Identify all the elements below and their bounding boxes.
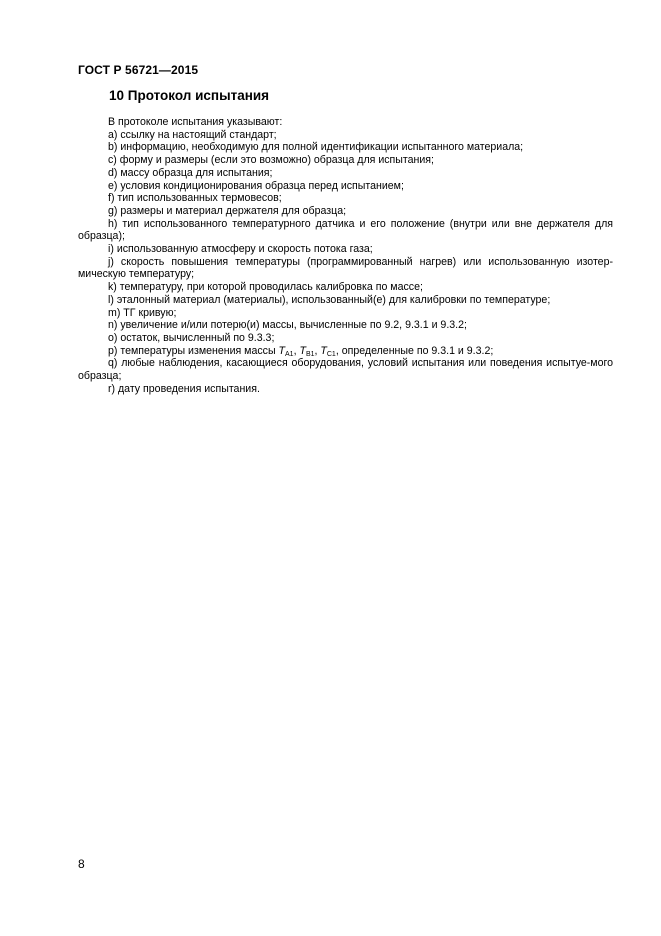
item-p-separator-1: , — [293, 344, 300, 357]
list-item-e: e) условия кондиционирования образца перед испытанием; — [108, 179, 404, 192]
section-content — [78, 116, 613, 395]
list-item-a: a) ссылку на настоящий стандарт; — [108, 128, 277, 141]
page-number: 8 — [78, 857, 85, 871]
intro-paragraph: В протоколе испытания указывают: — [108, 116, 283, 128]
document-code-header: ГОСТ Р 56721—2015 — [78, 63, 199, 77]
list-item-g: g) размеры и материал держателя для образца; — [108, 204, 347, 217]
list-item-c: c) форму и размеры (если это возможно) образца для испытания; — [108, 154, 434, 167]
list-item-n: n) увеличение и/или потерю(и) массы, вычисленные по 9.2, 9.3.1 и 9.3.2; — [108, 319, 467, 332]
list-item-p — [78, 345, 613, 358]
list-item-q: q) любые наблюдения, касающиеся оборудования, условий испытания или поведения испытуе-мого образца; — [78, 357, 613, 383]
list-item-h: h) тип использованного температурного датчика и его положение (внутри или вне держателя для образца); — [78, 217, 613, 243]
temperature-symbol-a1: T — [278, 344, 285, 357]
item-p-separator-2: , — [314, 344, 321, 357]
list-item-f: f) тип использованных термовесов; — [108, 192, 282, 205]
list-item-r: r) дату проведения испытания. — [108, 382, 260, 395]
list-item-j: j) скорость повышения температуры (программированный нагрев) или использованную изотер-мическую температуру; — [78, 255, 613, 281]
list-item-l: l) эталонный материал (материалы), использованный(е) для калибровки по температуре; — [108, 293, 551, 306]
list-item-o: o) остаток, вычисленный по 9.3.3; — [108, 331, 275, 344]
list-item-b: b) информацию, необходимую для полной идентификации испытанного материала; — [108, 141, 524, 154]
list-item-d: d) массу образца для испытания; — [108, 166, 273, 179]
section-title: 10 Протокол испытания — [109, 88, 270, 103]
item-p-suffix: , определенные по 9.3.1 и 9.3.2; — [335, 344, 494, 357]
temperature-subscript-c1: C1 — [326, 350, 336, 358]
temperature-subscript-a1: A1 — [285, 350, 294, 358]
item-p-prefix: p) температуры изменения массы — [108, 344, 279, 357]
temperature-symbol-c1: T — [320, 344, 327, 357]
list-item-m: m) ТГ кривую; — [108, 306, 177, 319]
list-item-i: i) использованную атмосферу и скорость потока газа; — [108, 243, 373, 256]
temperature-symbol-b1: T — [299, 344, 306, 357]
temperature-subscript-b1: B1 — [305, 350, 315, 358]
list-item-k: k) температуру, при которой проводилась калибровка по массе; — [108, 281, 423, 294]
